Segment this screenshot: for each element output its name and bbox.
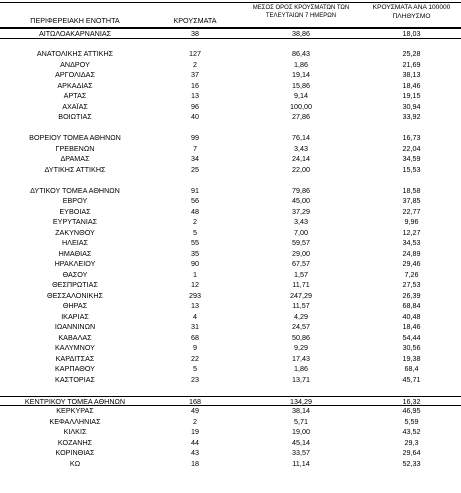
table-row bbox=[0, 375, 461, 386]
per-100k-cell: 19,38 bbox=[402, 353, 421, 363]
table-row bbox=[0, 60, 461, 71]
cases-cell: 99 bbox=[191, 133, 199, 142]
table-row bbox=[0, 459, 461, 470]
per-100k-cell: 68,84 bbox=[402, 301, 421, 310]
region-cell: ΚΑΣΤΟΡΙΑΣ bbox=[55, 374, 95, 384]
cases-cell: 48 bbox=[191, 206, 199, 216]
cases-cell: 40 bbox=[191, 112, 199, 121]
per-100k-cell: 24,89 bbox=[402, 248, 421, 258]
cases-cell: 5 bbox=[193, 227, 197, 237]
region-cell: ΑΡΓΟΛΙΔΑΣ bbox=[55, 70, 95, 79]
table-row bbox=[0, 133, 461, 144]
region-cell: ΚΙΛΚΙΣ bbox=[63, 427, 87, 436]
cases-cell: 90 bbox=[191, 259, 199, 268]
table-row bbox=[0, 406, 461, 417]
region-cell: ΑΧΑΪΑΣ bbox=[62, 101, 88, 111]
cases-cell: 34 bbox=[191, 154, 199, 163]
avg-cell: 27,86 bbox=[292, 112, 310, 121]
cases-cell: 2 bbox=[193, 59, 197, 69]
avg-cell: 38,14 bbox=[292, 406, 310, 415]
region-cell: ΚΕΝΤΡΙΚΟΥ ΤΟΜΕΑ ΑΘΗΝΩΝ bbox=[24, 396, 126, 406]
per-100k-cell: 21,69 bbox=[402, 59, 421, 69]
table-row bbox=[0, 438, 461, 449]
avg-cell: 15,86 bbox=[292, 80, 310, 90]
table-row bbox=[0, 238, 461, 249]
per-100k-cell: 30,94 bbox=[402, 101, 421, 111]
region-cell: ΔΥΤΙΚΟΥ ΤΟΜΕΑ ΑΘΗΝΩΝ bbox=[30, 185, 120, 195]
avg-cell: 79,86 bbox=[292, 185, 310, 195]
per-100k-cell: 18,46 bbox=[402, 80, 421, 90]
region-cell: ΘΑΣΟΥ bbox=[62, 269, 88, 279]
region-cell: ΔΡΑΜΑΣ bbox=[60, 154, 90, 163]
avg-cell: 1,57 bbox=[294, 269, 308, 279]
region-cell: ΚΟΡΙΝΘΙΑΣ bbox=[55, 448, 95, 457]
table-row bbox=[0, 249, 461, 260]
region-cell: ΚΑΛΥΜΝΟΥ bbox=[55, 343, 95, 352]
per-100k-cell: 54,44 bbox=[402, 332, 421, 342]
region-cell: ΚΩ bbox=[69, 458, 81, 468]
per-100k-cell: 22,77 bbox=[402, 206, 421, 216]
avg-cell: 67,57 bbox=[292, 259, 310, 268]
cases-cell: 18 bbox=[191, 458, 199, 468]
per-100k-cell: 18,03 bbox=[402, 29, 421, 38]
per-100k-cell: 29,3 bbox=[404, 437, 419, 447]
header-avg-line2: ΤΕΛΕΥΤΑΙΩΝ 7 ΗΜΕΡΩΝ bbox=[265, 13, 337, 19]
avg-cell: 11,57 bbox=[292, 301, 310, 310]
table-row bbox=[0, 165, 461, 176]
cases-cell: 19 bbox=[191, 427, 199, 436]
cases-cell: 37 bbox=[191, 70, 199, 79]
avg-cell: 17,43 bbox=[292, 353, 310, 363]
table-row bbox=[0, 49, 461, 60]
avg-cell: 3,43 bbox=[294, 143, 308, 153]
avg-cell: 24,14 bbox=[292, 154, 310, 163]
table-row bbox=[0, 280, 461, 291]
avg-cell: 24,57 bbox=[292, 322, 310, 331]
region-cell: ΙΩΑΝΝΙΝΩΝ bbox=[54, 322, 96, 331]
spacer-row bbox=[0, 175, 461, 186]
table-row bbox=[0, 259, 461, 270]
table-row bbox=[0, 322, 461, 333]
table-row bbox=[0, 81, 461, 92]
region-cell: ΑΝΑΤΟΛΙΚΗΣ ΑΤΤΙΚΗΣ bbox=[36, 49, 114, 58]
per-100k-cell: 34,53 bbox=[402, 238, 421, 247]
per-100k-cell: 19,15 bbox=[402, 91, 421, 100]
header-avg-line1: ΜΕΣΟΣ ΟΡΟΣ ΚΡΟΥΣΜΑΤΩΝ ΤΩΝ bbox=[252, 5, 350, 11]
per-100k-cell: 29,46 bbox=[402, 259, 421, 268]
cases-cell: 7 bbox=[193, 143, 197, 153]
table-row bbox=[0, 396, 461, 407]
per-100k-cell: 43,52 bbox=[402, 427, 421, 436]
per-100k-cell: 16,32 bbox=[402, 396, 421, 406]
per-100k-cell: 12,27 bbox=[402, 227, 421, 237]
region-cell: ΖΑΚΥΝΘΟΥ bbox=[55, 227, 95, 237]
region-cell: ΓΡΕΒΕΝΩΝ bbox=[55, 143, 95, 153]
table-row bbox=[0, 427, 461, 438]
region-cell: ΗΜΑΘΙΑΣ bbox=[58, 248, 92, 258]
table-row bbox=[0, 228, 461, 239]
avg-cell: 29,00 bbox=[292, 248, 310, 258]
cases-cell: 13 bbox=[191, 91, 199, 100]
avg-cell: 9,14 bbox=[294, 91, 308, 100]
cases-cell: 127 bbox=[189, 49, 201, 58]
region-cell: ΚΕΡΚΥΡΑΣ bbox=[56, 406, 94, 415]
avg-cell: 59,57 bbox=[292, 238, 310, 247]
avg-cell: 100,00 bbox=[290, 101, 312, 111]
per-100k-cell: 34,59 bbox=[402, 154, 421, 163]
avg-cell: 134,29 bbox=[290, 396, 312, 406]
avg-cell: 13,71 bbox=[292, 374, 310, 384]
per-100k-cell: 18,46 bbox=[402, 322, 421, 331]
table-row bbox=[0, 28, 461, 39]
per-100k-cell: 22,04 bbox=[402, 143, 421, 153]
cases-cell: 68 bbox=[191, 332, 199, 342]
per-100k-cell: 9,96 bbox=[404, 217, 419, 226]
table-row bbox=[0, 333, 461, 344]
region-cell: ΕΒΡΟΥ bbox=[62, 196, 88, 205]
avg-cell: 1,86 bbox=[294, 59, 308, 69]
region-cell: ΚΑΒΑΛΑΣ bbox=[58, 332, 92, 342]
per-100k-cell: 33,92 bbox=[402, 112, 421, 121]
cases-cell: 1 bbox=[193, 269, 197, 279]
header-region: ΠΕΡΙΦΕΡΕΙΑΚΗ ΕΝΟΤΗΤΑ bbox=[30, 16, 120, 25]
avg-cell: 45,00 bbox=[292, 196, 310, 205]
region-cell: ΒΟΡΕΙΟΥ ΤΟΜΕΑ ΑΘΗΝΩΝ bbox=[29, 133, 121, 142]
region-cell: ΗΛΕΙΑΣ bbox=[61, 238, 89, 247]
avg-cell: 19,00 bbox=[292, 427, 310, 436]
avg-cell: 50,86 bbox=[292, 332, 310, 342]
per-100k-cell: 15,53 bbox=[402, 164, 421, 174]
cases-cell: 55 bbox=[191, 238, 199, 247]
table-row bbox=[0, 186, 461, 197]
table-row bbox=[0, 343, 461, 354]
avg-cell: 11,14 bbox=[292, 458, 310, 468]
avg-cell: 1,86 bbox=[294, 364, 308, 373]
cases-cell: 293 bbox=[189, 290, 201, 300]
region-cell: ΕΥΡΥΤΑΝΙΑΣ bbox=[52, 217, 98, 226]
per-100k-cell: 16,73 bbox=[402, 133, 421, 142]
table-row bbox=[0, 354, 461, 365]
region-cell: ΚΕΦΑΛΛΗΝΙΑΣ bbox=[49, 416, 101, 426]
header-per-100k bbox=[362, 3, 461, 21]
cases-cell: 2 bbox=[193, 416, 197, 426]
region-cell: ΑΡΚΑΔΙΑΣ bbox=[57, 80, 93, 90]
region-cell: ΘΕΣΣΑΛΟΝΙΚΗΣ bbox=[47, 290, 103, 300]
region-cell: ΒΟΙΩΤΙΑΣ bbox=[58, 112, 92, 121]
region-cell: ΚΟΖΑΝΗΣ bbox=[57, 437, 93, 447]
per-100k-cell: 37,85 bbox=[402, 196, 421, 205]
table-row bbox=[0, 301, 461, 312]
per-100k-cell: 29,64 bbox=[402, 448, 421, 457]
avg-cell: 11,71 bbox=[292, 280, 310, 289]
table-row bbox=[0, 270, 461, 281]
header-per-line1: ΚΡΟΥΣΜΑΤΑ ΑΝΑ 100000 bbox=[372, 4, 451, 11]
per-100k-cell: 40,48 bbox=[402, 311, 421, 321]
region-cell: ΑΝΔΡΟΥ bbox=[60, 59, 90, 69]
region-cell: ΕΥΒΟΙΑΣ bbox=[59, 206, 91, 216]
table-row bbox=[0, 144, 461, 155]
region-cell: ΑΡΤΑΣ bbox=[63, 91, 87, 100]
per-100k-cell: 46,95 bbox=[402, 406, 421, 415]
table-row bbox=[0, 312, 461, 323]
per-100k-cell: 27,53 bbox=[402, 280, 421, 289]
cases-cell: 22 bbox=[191, 353, 199, 363]
table-row bbox=[0, 102, 461, 113]
avg-cell: 4,29 bbox=[294, 311, 308, 321]
avg-cell: 5,71 bbox=[294, 416, 308, 426]
cases-cell: 9 bbox=[193, 343, 197, 352]
per-100k-cell: 68,4 bbox=[404, 364, 419, 373]
avg-cell: 45,14 bbox=[292, 437, 310, 447]
region-cell: ΑΙΤΩΛΟΑΚΑΡΝΑΝΙΑΣ bbox=[38, 29, 112, 38]
avg-cell: 33,57 bbox=[292, 448, 310, 457]
spacer-row bbox=[0, 385, 461, 396]
table-row bbox=[0, 364, 461, 375]
region-cell: ΘΕΣΠΡΩΤΙΑΣ bbox=[52, 280, 98, 289]
table-row bbox=[0, 70, 461, 81]
region-cell: ΚΑΡΠΑΘΟΥ bbox=[55, 364, 95, 373]
cases-cell: 5 bbox=[193, 364, 197, 373]
avg-cell: 38,86 bbox=[292, 29, 310, 38]
cases-cell: 43 bbox=[191, 448, 199, 457]
cases-cell: 13 bbox=[191, 301, 199, 310]
spacer-row bbox=[0, 123, 461, 134]
cases-cell: 56 bbox=[191, 196, 199, 205]
avg-cell: 9,29 bbox=[294, 343, 308, 352]
table-row bbox=[0, 196, 461, 207]
cases-cell: 35 bbox=[191, 248, 199, 258]
per-100k-cell: 45,71 bbox=[402, 374, 421, 384]
per-100k-cell: 38,13 bbox=[402, 70, 421, 79]
cases-cell: 16 bbox=[191, 80, 199, 90]
header-avg bbox=[240, 4, 362, 20]
region-cell: ΗΡΑΚΛΕΙΟΥ bbox=[54, 259, 96, 268]
per-100k-cell: 25,28 bbox=[402, 49, 421, 58]
cases-cell: 91 bbox=[191, 185, 199, 195]
header-cases: ΚΡΟΥΣΜΑΤΑ bbox=[173, 16, 217, 25]
spacer-row bbox=[0, 39, 461, 50]
cases-cell: 4 bbox=[193, 311, 197, 321]
table-row bbox=[0, 217, 461, 228]
cases-cell: 12 bbox=[191, 280, 199, 289]
per-100k-cell: 7,26 bbox=[404, 269, 419, 279]
region-cell: ΘΗΡΑΣ bbox=[62, 301, 88, 310]
per-100k-cell: 26,39 bbox=[402, 290, 421, 300]
per-100k-cell: 30,56 bbox=[402, 343, 421, 352]
avg-cell: 86,43 bbox=[292, 49, 310, 58]
cases-cell: 23 bbox=[191, 374, 199, 384]
avg-cell: 19,14 bbox=[292, 70, 310, 79]
table-row bbox=[0, 417, 461, 428]
per-100k-cell: 18,58 bbox=[402, 185, 421, 195]
per-100k-cell: 52,33 bbox=[402, 458, 421, 468]
avg-cell: 37,29 bbox=[292, 206, 310, 216]
header-per-line2: ΠΛΗΘΥΣΜΟ bbox=[392, 13, 431, 20]
cases-cell: 38 bbox=[191, 29, 199, 38]
avg-cell: 22,00 bbox=[292, 164, 310, 174]
region-cell: ΚΑΡΔΙΤΣΑΣ bbox=[55, 353, 95, 363]
cases-cell: 49 bbox=[191, 406, 199, 415]
table-body bbox=[0, 28, 461, 469]
table-row bbox=[0, 91, 461, 102]
cases-cell: 44 bbox=[191, 437, 199, 447]
table-row bbox=[0, 154, 461, 165]
avg-cell: 247,29 bbox=[290, 290, 312, 300]
table-row bbox=[0, 291, 461, 302]
avg-cell: 7,00 bbox=[294, 227, 308, 237]
cases-cell: 96 bbox=[191, 101, 199, 111]
region-cell: ΙΚΑΡΙΑΣ bbox=[61, 311, 89, 321]
cases-cell: 168 bbox=[189, 396, 201, 406]
table-row bbox=[0, 448, 461, 459]
cases-cell: 31 bbox=[191, 322, 199, 331]
cases-cell: 2 bbox=[193, 217, 197, 226]
per-100k-cell: 5,59 bbox=[404, 416, 419, 426]
table-row bbox=[0, 207, 461, 218]
region-cell: ΔΥΤΙΚΗΣ ΑΤΤΙΚΗΣ bbox=[44, 164, 106, 174]
table-row bbox=[0, 112, 461, 123]
avg-cell: 3,43 bbox=[294, 217, 308, 226]
cases-cell: 25 bbox=[191, 164, 199, 174]
avg-cell: 76,14 bbox=[292, 133, 310, 142]
